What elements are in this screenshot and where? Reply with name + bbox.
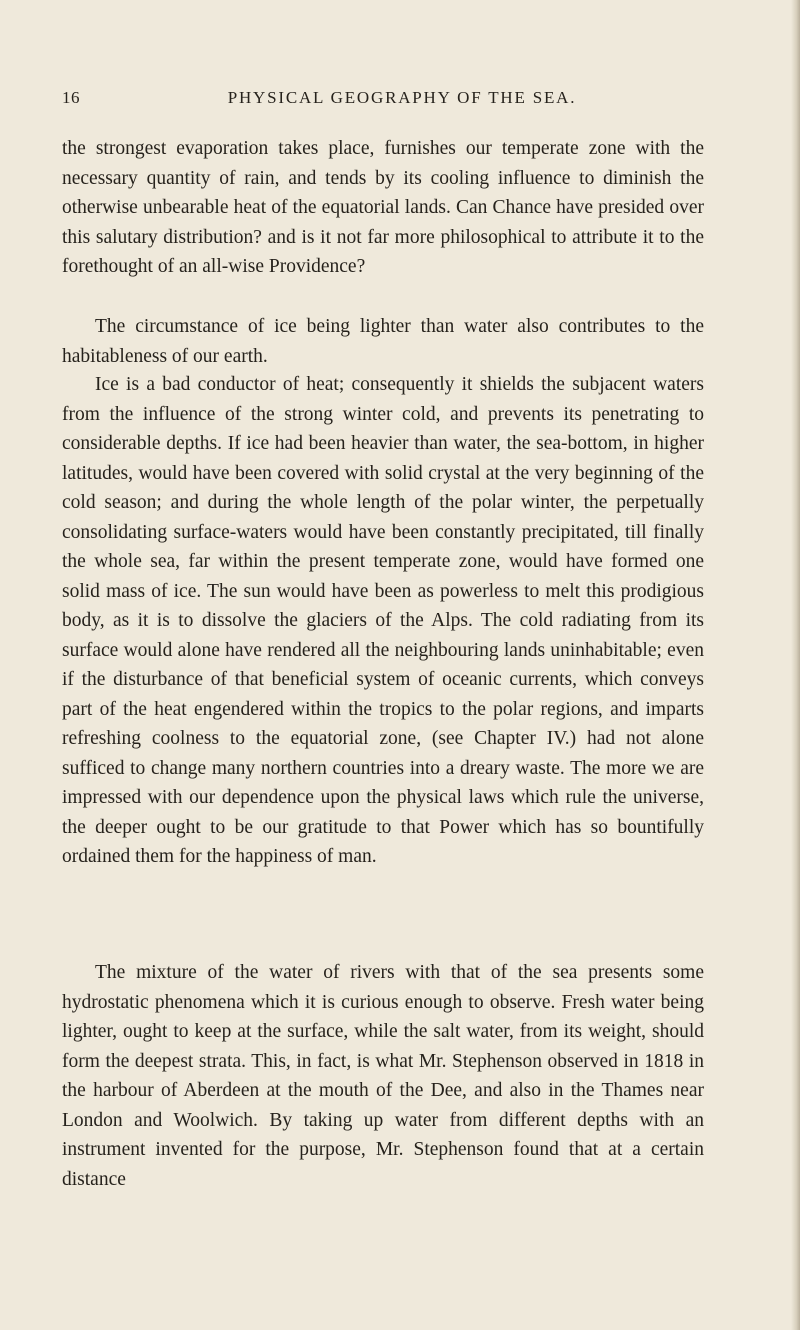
page-edge xyxy=(791,0,800,1330)
running-title: PHYSICAL GEOGRAPHY OF THE SEA. xyxy=(227,88,577,107)
paragraph-river-mixture: The mixture of the water of rivers with that of the sea presents some hydrostatic phenomena which it is curious enough to observe. Fresh water being lighter, ought to keep at the surface, while the salt water, from its weight, should form the deepest strata. This, in fact, is what Mr. Stephenson observed in 1818 in the harbour of Aberdeen at the mouth of the Dee, and also in the Thames near London and Woolwich. By taking up water from different depths with an instrument invented for the purpose, Mr. Stephenson found that at a certain distance xyxy=(62,962,704,1190)
page-number: 16 xyxy=(62,88,80,107)
paragraph-ice-lighter: The circumstance of ice being lighter than water also contributes to the habitableness of our earth. xyxy=(62,316,704,367)
paragraph-continuation: the strongest evaporation takes place, furnishes our temperate zone with the necessary quantity of rain, and tends by its cooling influence to diminish the otherwise unbearable heat of the equatorial lands. Can Chance have presided over this salutary distribution? and is it not far more philosophical to attribute it to the forethought of an all-wise Providence? xyxy=(62,138,704,277)
paragraph-ice-conductor: Ice is a bad conductor of heat; consequently it shields the subjacent waters from the influence of the strong winter cold, and prevents its penetrating to considerable depths. If ice had been heavier than water, the sea-bottom, in higher latitudes, would have been covered with solid crystal at the very beginning of the cold season; and during the whole length of the polar winter, the perpetually consolidating surface-waters would have been constantly precipitated, till finally the whole sea, far within the present temperate zone, would have formed one solid mass of ice. The sun would have been as powerless to melt this prodigious body, as it is to dissolve the glaciers of the Alps. The cold radiating from its surface would alone have rendered all the neighbouring lands uninhabitable; even if the disturbance of that beneficial system of oceanic currents, which conveys part of the heat engendered within the tropics to the polar regions, and imparts refreshing coolness to the equatorial zone, (see Chapter IV.) had not alone sufficed to change many northern countries into a dreary waste. The more we are impressed with our dependence upon the physical laws which rule the universe, the deeper ought to be our gratitude to that Power which has so bountifully ordained them for the happiness of man. xyxy=(62,374,704,867)
running-head xyxy=(62,88,702,112)
